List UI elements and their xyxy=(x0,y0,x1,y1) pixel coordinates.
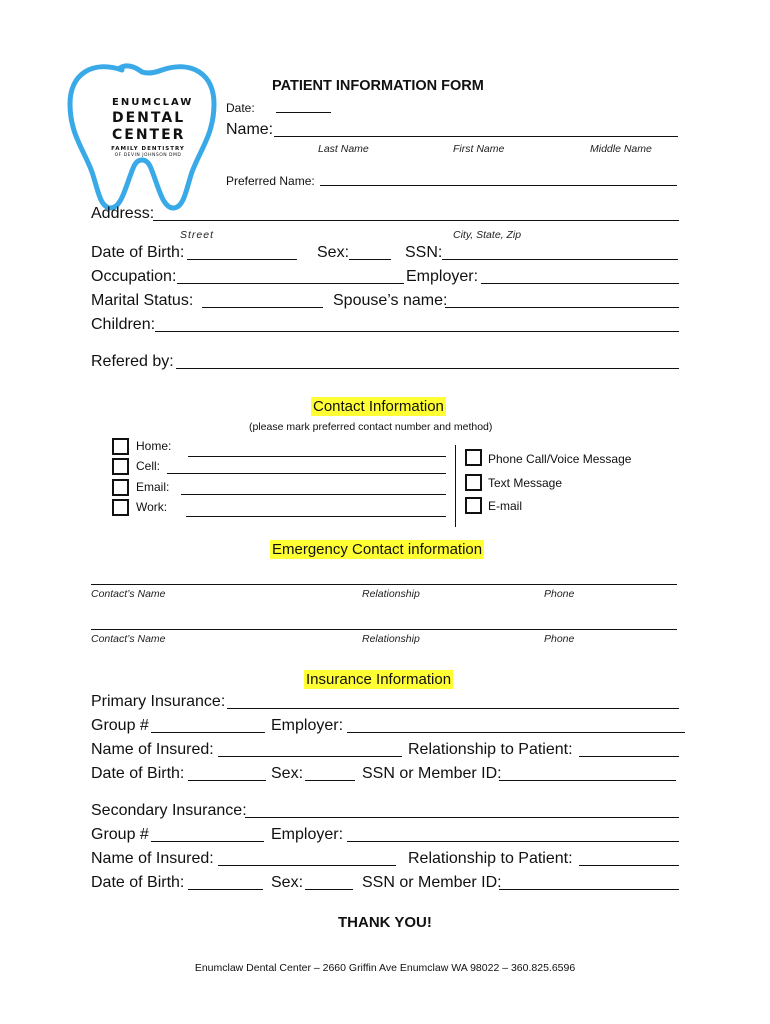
text-message-label: Text Message xyxy=(488,476,563,490)
secondary-dob-label: Date of Birth: xyxy=(91,874,185,891)
footer-address: Enumclaw Dental Center – 2660 Griffin Ave Enumclaw WA 98022 – 360.825.6596 xyxy=(194,962,576,974)
children-field[interactable] xyxy=(155,331,679,332)
primary-name-insured-field[interactable] xyxy=(218,756,402,757)
contact-name-caption-1: Contact’s Name xyxy=(91,588,166,600)
email-field[interactable] xyxy=(181,494,446,495)
home-field[interactable] xyxy=(188,456,446,457)
form-title: PATIENT INFORMATION FORM xyxy=(272,78,484,94)
name-field[interactable] xyxy=(274,136,678,137)
last-name-caption: Last Name xyxy=(318,143,369,155)
dob-label: Date of Birth: xyxy=(91,244,185,261)
secondary-employer-field[interactable] xyxy=(347,841,679,842)
address-field[interactable] xyxy=(153,220,679,221)
secondary-ssn-label: SSN or Member ID: xyxy=(362,874,502,891)
primary-group-label: Group # xyxy=(91,717,149,734)
secondary-relationship-label: Relationship to Patient: xyxy=(408,850,573,867)
secondary-group-field[interactable] xyxy=(151,841,264,842)
address-label: Address: xyxy=(91,205,155,222)
occupation-label: Occupation: xyxy=(91,268,177,285)
marital-status-field[interactable] xyxy=(202,307,323,308)
city-state-zip-caption: City, State, Zip xyxy=(453,229,522,241)
referred-by-label: Refered by: xyxy=(91,353,174,370)
referred-by-field[interactable] xyxy=(176,368,679,369)
phone-call-checkbox[interactable] xyxy=(465,449,482,466)
cell-checkbox[interactable] xyxy=(112,458,129,475)
primary-relationship-label: Relationship to Patient: xyxy=(408,741,573,758)
secondary-relationship-field[interactable] xyxy=(579,865,679,866)
secondary-insurance-field[interactable] xyxy=(245,817,679,818)
contact-heading: Contact Information xyxy=(313,398,444,415)
relationship-caption-1: Relationship xyxy=(362,588,420,600)
phone-call-label: Phone Call/Voice Message xyxy=(488,452,632,466)
date-field[interactable] xyxy=(276,112,331,113)
primary-relationship-field[interactable] xyxy=(579,756,679,757)
logo-line1: ENUMCLAW xyxy=(112,97,194,108)
secondary-sex-field[interactable] xyxy=(305,889,353,890)
secondary-name-insured-field[interactable] xyxy=(218,865,396,866)
middle-name-caption: Middle Name xyxy=(590,143,652,155)
primary-employer-field[interactable] xyxy=(347,732,685,733)
emergency-contact-2-field[interactable] xyxy=(91,629,677,630)
cell-label: Cell: xyxy=(136,459,161,473)
marital-status-label: Marital Status: xyxy=(91,292,194,309)
primary-dob-label: Date of Birth: xyxy=(91,765,185,782)
employer-field[interactable] xyxy=(481,283,679,284)
text-message-checkbox[interactable] xyxy=(465,474,482,491)
logo-line3: CENTER xyxy=(112,127,186,143)
primary-sex-field[interactable] xyxy=(305,780,355,781)
contact-divider xyxy=(455,445,456,527)
work-label: Work: xyxy=(136,500,168,514)
secondary-insurance-label: Secondary Insurance: xyxy=(91,802,247,819)
street-caption: Street xyxy=(180,229,215,241)
secondary-sex-label: Sex: xyxy=(271,874,304,891)
secondary-dob-field[interactable] xyxy=(188,889,263,890)
work-checkbox[interactable] xyxy=(112,499,129,516)
children-label: Children: xyxy=(91,316,156,333)
contact-name-caption-2: Contact’s Name xyxy=(91,633,166,645)
name-label: Name: xyxy=(226,121,274,138)
thank-you: THANK YOU! xyxy=(338,914,432,931)
phone-caption-2: Phone xyxy=(544,633,575,645)
logo xyxy=(62,62,222,212)
cell-field[interactable] xyxy=(167,473,446,474)
preferred-name-field[interactable] xyxy=(320,185,677,186)
email-method-checkbox[interactable] xyxy=(465,497,482,514)
primary-ssn-label: SSN or Member ID: xyxy=(362,765,502,782)
spouse-name-field[interactable] xyxy=(445,307,679,308)
email-checkbox[interactable] xyxy=(112,479,129,496)
secondary-employer-label: Employer: xyxy=(271,826,344,843)
home-label: Home: xyxy=(136,439,172,453)
first-name-caption: First Name xyxy=(453,143,505,155)
primary-employer-label: Employer: xyxy=(271,717,344,734)
primary-dob-field[interactable] xyxy=(188,780,266,781)
spouse-name-label: Spouse’s name: xyxy=(333,292,448,309)
dob-field[interactable] xyxy=(187,259,297,260)
emergency-contact-1-field[interactable] xyxy=(91,584,677,585)
insurance-heading: Insurance Information xyxy=(306,671,452,688)
primary-ssn-field[interactable] xyxy=(499,780,676,781)
home-checkbox[interactable] xyxy=(112,438,129,455)
primary-group-field[interactable] xyxy=(151,732,265,733)
preferred-name-label: Preferred Name: xyxy=(226,174,315,188)
phone-caption-1: Phone xyxy=(544,588,575,600)
logo-line4: FAMILY DENTISTRY xyxy=(111,146,185,152)
email-label: Email: xyxy=(136,480,170,494)
sex-field[interactable] xyxy=(349,259,391,260)
date-label: Date: xyxy=(226,101,255,115)
ssn-label: SSN: xyxy=(405,244,443,261)
primary-name-insured-label: Name of Insured: xyxy=(91,741,214,758)
contact-note: (please mark preferred contact number and method) xyxy=(249,421,493,433)
work-field[interactable] xyxy=(186,516,446,517)
occupation-field[interactable] xyxy=(177,283,404,284)
emergency-heading: Emergency Contact information xyxy=(272,541,483,558)
secondary-ssn-field[interactable] xyxy=(499,889,679,890)
ssn-field[interactable] xyxy=(442,259,678,260)
primary-sex-label: Sex: xyxy=(271,765,304,782)
employer-label: Employer: xyxy=(406,268,479,285)
logo-line2: DENTAL xyxy=(112,110,186,126)
secondary-name-insured-label: Name of Insured: xyxy=(91,850,214,867)
email-method-label: E-mail xyxy=(488,499,523,513)
sex-label: Sex: xyxy=(317,244,350,261)
secondary-group-label: Group # xyxy=(91,826,149,843)
primary-insurance-field[interactable] xyxy=(227,708,679,709)
relationship-caption-2: Relationship xyxy=(362,633,420,645)
logo-line5: OF DEVIN JOHNSON DMD xyxy=(114,153,182,158)
primary-insurance-label: Primary Insurance: xyxy=(91,693,226,710)
